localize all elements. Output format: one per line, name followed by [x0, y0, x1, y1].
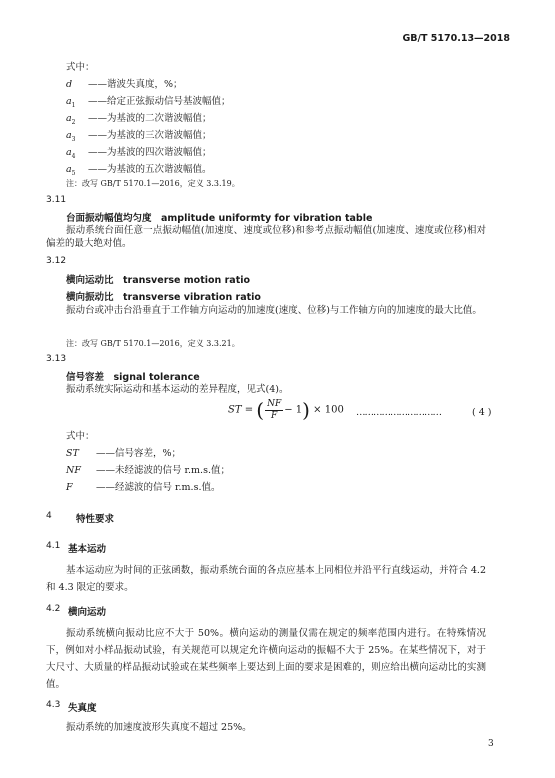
formula-times: × 100: [313, 404, 344, 416]
where-item: [66, 112, 212, 129]
symbol-wrap: [66, 146, 88, 163]
section-number: 4.2: [46, 604, 61, 614]
symbol-description: ——为基波的四次谐波幅值；: [88, 147, 212, 158]
where-item: [66, 481, 220, 494]
where-item: [66, 447, 181, 460]
section-title: 基本运动: [68, 544, 107, 555]
section-body: 基本运动应为时间的正弦函数，振动系统台面的各点应基本上同相位并沿平行直线运动，并符合 4.2 和 4.3 限定的要求。: [46, 565, 486, 593]
where-item: [66, 78, 183, 91]
symbol: a: [66, 96, 72, 107]
formula-4: ST = ( $\frac{NF}{F}$ − 1) × 100: [228, 398, 344, 422]
formula-minus: − 1: [284, 404, 303, 416]
symbol-subscript: 3: [71, 135, 76, 143]
symbol-description: ——经滤波的信号 r.m.s.值。: [96, 482, 221, 493]
page-number: 3: [488, 739, 494, 749]
symbol-description: ——为基波的二次谐波幅值；: [88, 113, 212, 124]
symbol-subscript: 5: [71, 169, 76, 177]
symbol: d: [66, 79, 73, 90]
symbol-description: ——谐波失真度，%；: [88, 79, 183, 90]
where-label: 式中：: [66, 62, 95, 73]
section-number: 3.13: [46, 354, 67, 364]
formula-number: ( 4 ): [472, 407, 492, 418]
where-item: [66, 464, 230, 477]
term-definition: 振动系统实际运动和基本运动的差异程度，见式(4)。: [66, 384, 289, 395]
fraction-denominator: F: [271, 410, 278, 421]
section-body: 振动系统横向振动比应不大于 50%。横向运动的测量仅需在规定的频率范围内进行。在特殊情况下，例如对小样品振动试验，有关规范可以规定允许横向运动的振幅不大于 25%。在某些情况下，对于大尺寸、大质量的样品振动试验或在某些频率上要达到上面的要求是困难的，则应给出横向运动比的实测值。: [46, 628, 486, 690]
symbol-description: ——为基波的三次谐波幅值；: [88, 130, 212, 141]
symbol: ST: [66, 448, 79, 459]
symbol-subscript: 4: [71, 152, 76, 160]
symbol: a: [66, 147, 72, 158]
symbol-description: ——给定正弦振动信号基波幅值；: [88, 96, 231, 107]
symbol-description: ——为基波的五次谐波幅值。: [88, 164, 212, 175]
term-title: 信号容差 signal tolerance: [66, 372, 200, 383]
where-item: [66, 146, 212, 163]
formula-leader-dots: …………………………: [356, 407, 441, 418]
section-number: 4.1: [46, 541, 61, 551]
section-body: 振动系统的加速度波形失真度不超过 25%。: [66, 722, 252, 733]
formula-lhs: ST: [228, 404, 242, 416]
standard-header: GB/T 5170.13—2018: [402, 33, 510, 44]
symbol-description: ——信号容差，%；: [96, 448, 182, 459]
symbol-subscript: 1: [71, 101, 76, 109]
symbol: NF: [66, 465, 81, 476]
term-title: 台面振动幅值均匀度 amplitude uniformty for vibration table: [66, 213, 373, 224]
chapter-title: 特性要求: [76, 514, 115, 525]
fraction-numerator: NF: [267, 398, 282, 409]
symbol: a: [66, 164, 72, 175]
term-definition: 振动台或冲击台沿垂直于工作轴方向运动的加速度(速度、位移)与工作轴方向的加速度的最大比值。: [66, 305, 482, 316]
symbol: F: [66, 482, 73, 493]
section-number: 3.11: [46, 195, 67, 205]
note-definition: 注：改写 GB/T 5170.1—2016，定义 3.3.21。: [66, 339, 240, 348]
symbol-wrap: [66, 112, 88, 129]
term-title-synonym: 横向振动比 transverse vibration ratio: [66, 292, 261, 303]
chapter-number: 4: [46, 511, 52, 521]
where-label: 式中：: [66, 431, 95, 442]
where-item: [66, 95, 231, 112]
symbol-wrap: [66, 95, 88, 112]
formula-equals: =: [244, 404, 254, 416]
section-number: 4.3: [46, 700, 61, 710]
section-title: 横向运动: [68, 607, 107, 618]
formula-fraction: [265, 399, 283, 422]
symbol-description: ——未经滤波的信号 r.m.s.值；: [96, 465, 230, 476]
symbol: a: [66, 130, 72, 141]
symbol-wrap: [66, 129, 88, 146]
where-item: [66, 129, 212, 146]
term-title: 横向运动比 transverse motion ratio: [66, 275, 251, 286]
note-definition: 注：改写 GB/T 5170.1—2016，定义 3.3.19。: [66, 179, 240, 188]
section-title: 失真度: [68, 703, 97, 714]
symbol-subscript: 2: [71, 118, 76, 126]
section-number: 3.12: [46, 256, 67, 266]
term-definition: 振动系统台面任意一点振动幅值(加速度、速度或位移)和参考点振动幅值(加速度、速度或位移)相对偏差的最大绝对值。: [46, 225, 486, 249]
symbol: a: [66, 113, 72, 124]
